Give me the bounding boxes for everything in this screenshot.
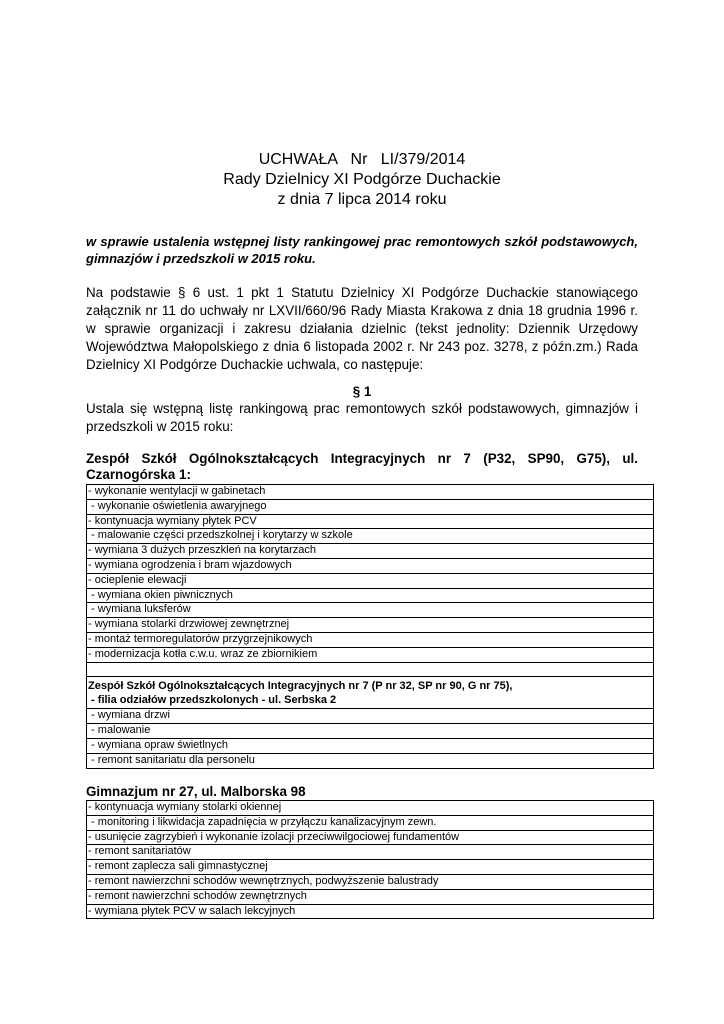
empty-row [87,662,654,677]
section2-table [86,800,654,919]
table-row [87,904,654,919]
list-item: - malowanie [87,724,654,739]
table-row [87,874,654,889]
table-row [87,662,654,677]
table-row [87,801,654,816]
table-row [87,558,654,573]
table-row [87,544,654,559]
legal-basis: Na podstawie § 6 ust. 1 pkt 1 Statutu Dzielnicy XI Podgórze Duchackie stanowiącego załącznik nr 11 do uchwały nr LXVII/660/96 Rady Miasta Krakowa z dnia 18 grudnia 1996 r. w sprawie organizacji i zakresu działania dzielnic (tekst jednolity: Dziennik Urzędowy Województwa Małopolskiego z dnia 6 listopada 2002 r. Nr 243 poz. 3278, z późn.zm.) Rada Dzielnicy XI Podgórze Duchackie uchwala, co następuje: [86,285,638,372]
table-row [87,815,654,830]
table-row [87,618,654,633]
list-item: - malowanie części przedszkolnej i korytarzy w szkole [87,529,654,544]
table-row [87,529,654,544]
list-item: - remont nawierzchni schodów zewnętrznych [87,889,654,904]
list-item: - monitoring i likwidacja zapadnięcia w przyłączu kanalizacyjnym zewn. [87,815,654,830]
list-item: - kontynuacja wymiany stolarki okiennej [87,801,654,816]
list-item: - wykonanie oświetlenia awaryjnego [87,499,654,514]
list-item: - wymiana opraw świetlnych [87,738,654,753]
table-row [87,588,654,603]
list-item: - remont nawierzchni schodów wewnętrznych, podwyższenie balustrady [87,874,654,889]
table-row [87,724,654,739]
resolution-subject: w sprawie ustalenia wstępnej listy rankingowej prac remontowych szkół podstawowych, gimnazjów i przedszkoli w 2015 roku. [86,234,638,266]
resolution-number: UCHWAŁA Nr LI/379/2014 [258,151,466,168]
table-row [87,677,654,709]
list-item: - kontynuacja wymiany płytek PCV [87,514,654,529]
list-item: - usunięcie zagrzybień i wykonanie izolacji przeciwwilgociowej fundamentów [87,830,654,845]
table-row [87,485,654,500]
table-row [87,830,654,845]
list-item: - remont sanitariatu dla personelu [87,753,654,768]
filia-heading [87,677,654,709]
establish-text: Ustala się wstępną listę rankingową prac remontowych szkół podstawowych, gimnazjów i przedszkoli w 2015 roku: [86,401,638,434]
list-item: - wykonanie wentylacji w gabinetach [87,485,654,500]
table-row [87,632,654,647]
resolution-date: z dnia 7 lipca 2014 roku [277,191,447,208]
table-row [87,573,654,588]
table-row [87,647,654,662]
list-item: - wymiana drzwi [87,709,654,724]
table-row [87,753,654,768]
resolution-header [0,150,724,210]
paragraph-mark: § 1 [352,384,372,399]
section1-table [86,484,654,769]
filia-heading-line2: - filia odziałów przedszkolonych - ul. Serbska 2 [88,694,337,707]
list-item: - montaż termoregulatorów przygrzejnikowych [87,632,654,647]
table-row [87,499,654,514]
list-item: - modernizacja kotła c.w.u. wraz ze zbiornikiem [87,647,654,662]
section2-heading: Gimnazjum nr 27, ul. Malborska 98 [86,784,306,799]
list-item: - wymiana stolarki drzwiowej zewnętrznej [87,618,654,633]
list-item: - wymiana okien piwnicznych [87,588,654,603]
list-item: - wymiana luksferów [87,603,654,618]
list-item: - wymiana 3 dużych przeszkleń na korytarzach [87,544,654,559]
list-item: - remont zaplecza sali gimnastycznej [87,860,654,875]
list-item: - ocieplenie elewacji [87,573,654,588]
list-item: - wymiana płytek PCV w salach lekcyjnych [87,904,654,919]
table-row [87,603,654,618]
table-row [87,889,654,904]
filia-heading-line1: Zespół Szkół Ogólnokształcących Integracyjnych nr 7 (P nr 32, SP nr 90, G nr 75), [88,680,513,693]
table-row [87,860,654,875]
council-name: Rady Dzielnicy XI Podgórze Duchackie [223,171,501,188]
table-row [87,514,654,529]
section1-heading: Zespół Szkół Ogólnokształcących Integracyjnych nr 7 (P32, SP90, G75), ul. Czarnogórska 1: [86,451,638,482]
list-item: - wymiana ogrodzenia i bram wjazdowych [87,558,654,573]
list-item: - remont sanitariatów [87,845,654,860]
table-row [87,709,654,724]
table-row [87,845,654,860]
table-row [87,738,654,753]
